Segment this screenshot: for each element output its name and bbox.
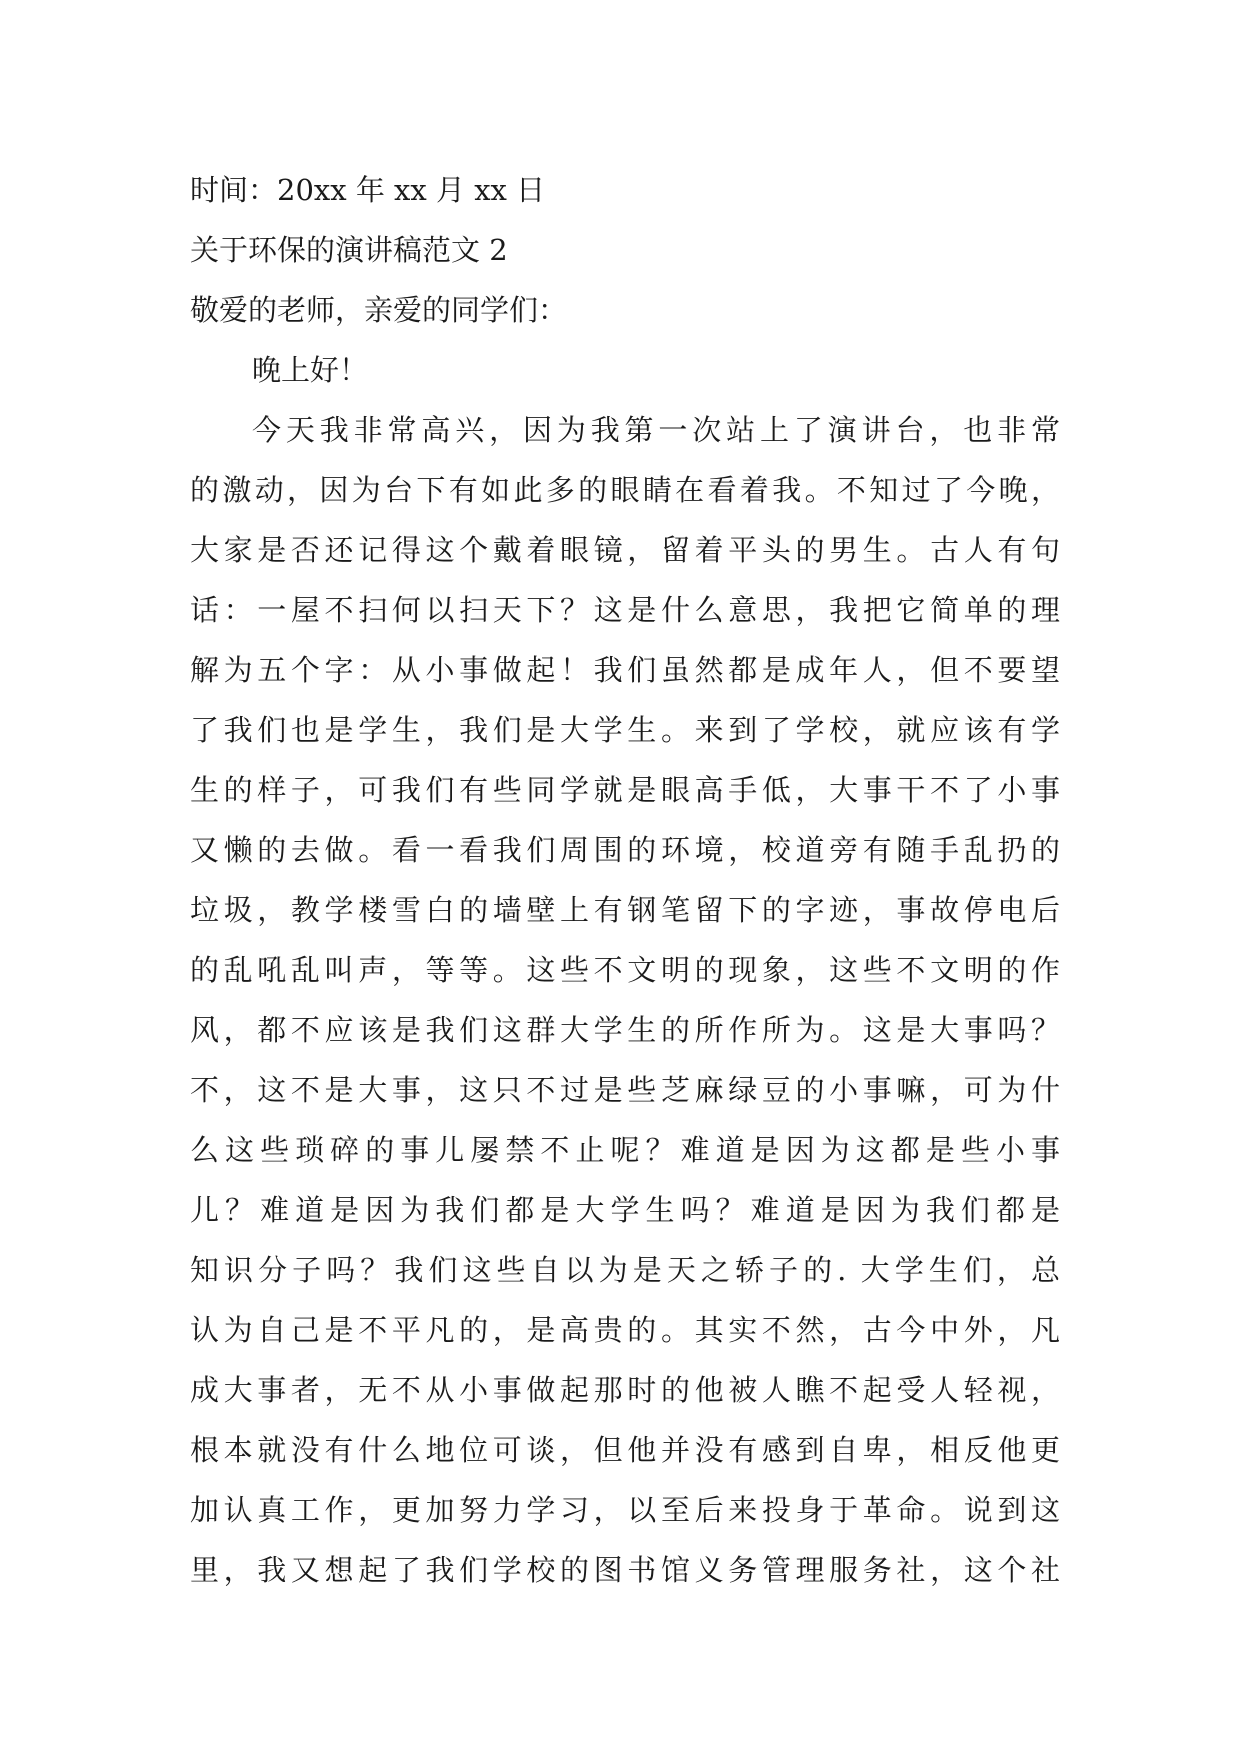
paragraph-line: 了我们也是学生，我们是大学生。来到了学校，就应该有学 bbox=[190, 713, 1060, 747]
paragraph-line: 认为自己是不平凡的，是高贵的。其实不然，古今中外，凡 bbox=[190, 1313, 1060, 1347]
salutation: 敬爱的老师，亲爱的同学们： bbox=[190, 293, 568, 327]
paragraph-line: 的乱吼乱叫声，等等。这些不文明的现象，这些不文明的作 bbox=[190, 953, 1060, 987]
paragraph-line: 么这些琐碎的事儿屡禁不止呢？难道是因为这都是些小事 bbox=[190, 1133, 1060, 1167]
paragraph-line: 解为五个字：从小事做起！我们虽然都是成年人，但不要望 bbox=[190, 653, 1060, 687]
document-body bbox=[190, 160, 1060, 1600]
paragraph-line: 生的样子，可我们有些同学就是眼高手低，大事干不了小事 bbox=[190, 773, 1060, 807]
date-line: 时间：20xx 年 xx 月 xx 日 bbox=[190, 173, 546, 207]
paragraph-line: 垃圾，教学楼雪白的墙壁上有钢笔留下的字迹，事故停电后 bbox=[190, 893, 1060, 927]
paragraph-line: 大家是否还记得这个戴着眼镜，留着平头的男生。古人有句 bbox=[190, 533, 1060, 567]
greeting: 晚上好！ bbox=[252, 353, 369, 387]
paragraph-line: 加认真工作，更加努力学习，以至后来投身于革命。说到这 bbox=[190, 1493, 1060, 1527]
paragraph-line: 儿？难道是因为我们都是大学生吗？难道是因为我们都是 bbox=[190, 1193, 1060, 1227]
paragraph-line: 成大事者，无不从小事做起那时的他被人瞧不起受人轻视， bbox=[190, 1373, 1060, 1407]
paragraph-line: 知识分子吗？我们这些自以为是天之轿子的. 大学生们，总 bbox=[190, 1253, 1060, 1287]
article-title: 关于环保的演讲稿范文 2 bbox=[190, 233, 508, 267]
paragraph-line: 里，我又想起了我们学校的图书馆义务管理服务社，这个社 bbox=[190, 1553, 1060, 1587]
paragraph-line: 不，这不是大事，这只不过是些芝麻绿豆的小事嘛，可为什 bbox=[190, 1073, 1060, 1107]
paragraph-line: 话：一屋不扫何以扫天下？这是什么意思，我把它简单的理 bbox=[190, 593, 1060, 627]
paragraph-line: 的激动，因为台下有如此多的眼睛在看着我。不知过了今晚， bbox=[190, 473, 1060, 507]
paragraph-line: 又懒的去做。看一看我们周围的环境，校道旁有随手乱扔的 bbox=[190, 833, 1060, 867]
paragraph-line: 今天我非常高兴，因为我第一次站上了演讲台，也非常 bbox=[252, 413, 1060, 447]
paragraph-line: 根本就没有什么地位可谈，但他并没有感到自卑，相反他更 bbox=[190, 1433, 1060, 1467]
paragraph-line: 风，都不应该是我们这群大学生的所作所为。这是大事吗？ bbox=[190, 1013, 1060, 1047]
